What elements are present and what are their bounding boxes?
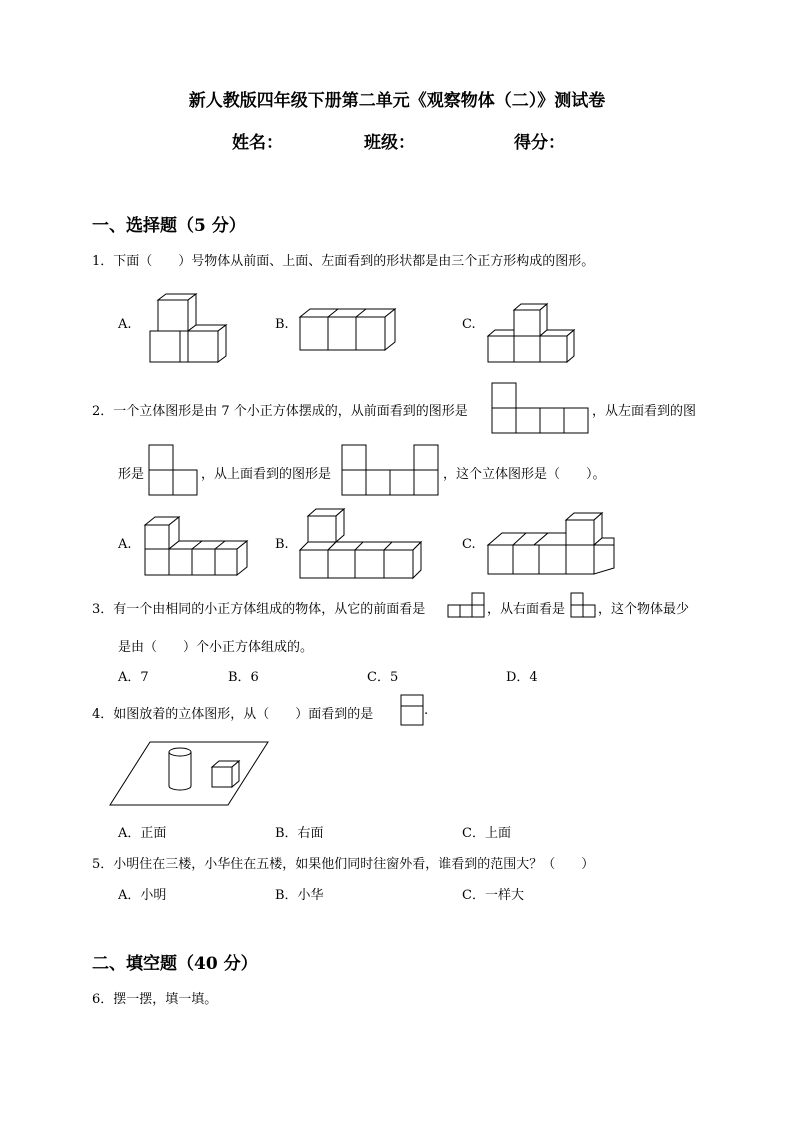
q1-figure-c xyxy=(486,302,578,364)
q4-option-a: A．正面 xyxy=(118,826,167,841)
q4-option-b: B．右面 xyxy=(275,826,324,841)
q2-figure-b xyxy=(298,506,423,581)
q3-option-c: C．5 xyxy=(367,670,399,685)
question-4-part-b: . xyxy=(424,703,429,718)
q1-option-a: A. xyxy=(118,317,132,332)
question-2-part-a: 2．一个立体图形是由 7 个小正方体摆成的，从前面看到的图形是 xyxy=(92,404,468,419)
question-2-part-d: ，从上面看到的图形是 xyxy=(201,467,332,482)
question-3-part-c: ，这个物体最少 xyxy=(598,602,690,617)
page-title: 新人教版四年级下册第二单元《观察物体（二）》测试卷 xyxy=(188,91,606,111)
q3-option-b: B．6 xyxy=(228,670,259,685)
q1-figure-b xyxy=(298,305,398,350)
q3-option-d: D．4 xyxy=(506,670,538,685)
section-choice-heading: 一、选择题（5 分） xyxy=(92,216,246,236)
q5-option-b: B．小华 xyxy=(275,888,324,903)
q2-option-a: A. xyxy=(118,537,132,552)
q2-option-c: C. xyxy=(462,537,476,552)
q2-front-view xyxy=(492,383,588,435)
q2-left-view xyxy=(149,445,199,497)
question-6: 6．摆一摆，填一填。 xyxy=(92,992,218,1007)
question-1: 1．下面（ ）号物体从前面、上面、左面看到的形状都是由三个正方形构成的图形。 xyxy=(92,254,595,269)
question-2-part-b: ，从左面看到的图 xyxy=(592,404,697,419)
q2-figure-c xyxy=(486,510,616,580)
class-label: 班级： xyxy=(364,133,415,153)
question-2-part-c: 形是 xyxy=(118,467,145,482)
question-3-part-d: 是由（ ）个小正方体组成的。 xyxy=(118,640,314,655)
q4-scene-figure xyxy=(108,740,270,808)
q2-top-view xyxy=(342,445,440,497)
q2-option-b: B. xyxy=(275,537,289,552)
q3-option-a: A．7 xyxy=(118,670,149,685)
q1-option-c: C. xyxy=(462,317,476,332)
section-fill-heading: 二、填空题（40 分） xyxy=(92,954,258,974)
q1-figure-a xyxy=(148,292,223,362)
q4-option-c: C．上面 xyxy=(462,826,511,841)
q2-figure-a xyxy=(143,509,249,579)
q5-option-a: A．小明 xyxy=(118,888,167,903)
question-3-part-b: ，从右面看是 xyxy=(487,602,566,617)
q4-view-figure xyxy=(401,695,425,727)
question-5: 5．小明住在三楼，小华住在五楼，如果他们同时往窗外看，谁看到的范围大？（ ） xyxy=(92,857,595,872)
q3-front-view xyxy=(448,593,486,619)
question-3-part-a: 3．有一个由相同的小正方体组成的物体，从它的前面看是 xyxy=(92,602,426,617)
question-4-part-a: 4．如图放着的立体图形，从（ ）面看到的是 xyxy=(92,707,374,722)
q1-option-b: B. xyxy=(275,317,289,332)
q5-option-c: C．一样大 xyxy=(462,888,524,903)
q3-right-view xyxy=(571,593,597,619)
name-label: 姓名： xyxy=(232,133,283,153)
question-2-part-e: ，这个立体图形是（ ）。 xyxy=(443,467,606,482)
score-label: 得分： xyxy=(514,133,565,153)
